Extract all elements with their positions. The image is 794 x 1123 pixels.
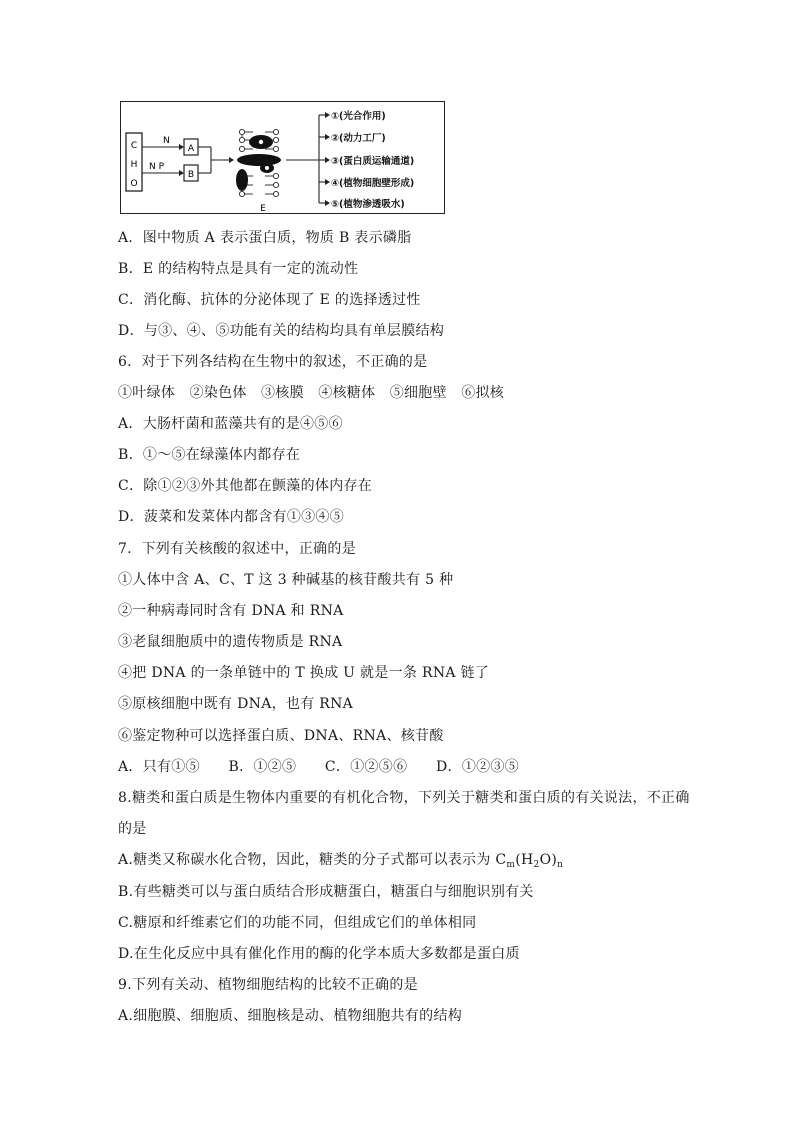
q8-stem-line1: 8.糖类和蛋白质是生物体内重要的有机化合物，下列关于糖类和蛋白质的有关说法，不正确 bbox=[118, 790, 690, 806]
q9-option-a: A.细胞膜、细胞质、细胞核是动、植物细胞共有的结构 bbox=[118, 1008, 463, 1024]
q7-item-3: ③老鼠细胞质中的遗传物质是 RNA bbox=[118, 634, 343, 650]
box-a-label: A bbox=[187, 144, 195, 154]
q7-item-5: ⑤原核细胞中既有 DNA，也有 RNA bbox=[118, 696, 354, 712]
q7-options: A．只有①⑤ B．①②⑤ C．①②⑤⑥ D．①②③⑤ bbox=[118, 759, 520, 775]
label-np: N P bbox=[149, 162, 165, 172]
q8-option-b: B.有些糖类可以与蛋白质结合形成糖蛋白，糖蛋白与细胞识别有关 bbox=[118, 884, 534, 900]
q8-option-a: A.糖类又称碳水化合物，因此，糖类的分子式都可以表示为 $C_m(H_2O)_n$ bbox=[118, 852, 564, 870]
q6-option-a: A．大肠杆菌和蓝藻共有的是④⑤⑥ bbox=[118, 416, 343, 432]
q5-option-a: A．图中物质 A 表示蛋白质，物质 B 表示磷脂 bbox=[118, 230, 412, 246]
q7-item-4: ④把 DNA 的一条单链中的 T 换成 U 就是一条 RNA 链了 bbox=[118, 665, 490, 681]
arrow-head-a bbox=[179, 144, 184, 150]
membrane-figure bbox=[120, 101, 445, 214]
q6-items: ①叶绿体 ②染色体 ③核膜 ④核糖体 ⑤细胞壁 ⑥拟核 bbox=[118, 385, 505, 401]
function-1: ①(光合作用) bbox=[331, 111, 386, 122]
q9-stem: 9.下列有关动、植物细胞结构的比较不正确的是 bbox=[118, 977, 418, 993]
q8-option-c: C.糖原和纤维素它们的功能不同，但组成它们的单体相同 bbox=[118, 915, 477, 931]
q6-option-c: C．除①②③外其他都在颤藻的体内存在 bbox=[118, 478, 373, 494]
function-2: ②(动力工厂) bbox=[331, 133, 386, 144]
function-4: ④(植物细胞壁形成) bbox=[331, 178, 415, 189]
membrane-diagram bbox=[121, 102, 446, 215]
function-3: ③(蛋白质运输通道) bbox=[331, 156, 415, 167]
q5-option-d: D．与③、④、⑤功能有关的结构均具有单层膜结构 bbox=[118, 323, 445, 339]
element-o: O bbox=[130, 179, 138, 189]
q8-option-d: D.在生化反应中具有催化作用的酶的化学本质大多数都是蛋白质 bbox=[118, 946, 520, 962]
q7-item-2: ②一种病毒同时含有 DNA 和 RNA bbox=[118, 603, 344, 619]
q5-option-b: B．E 的结构特点是具有一定的流动性 bbox=[118, 261, 359, 277]
q6-option-d: D．菠菜和发菜体内都含有①③④⑤ bbox=[118, 509, 345, 525]
q7-stem: 7．下列有关核酸的叙述中，正确的是 bbox=[118, 541, 357, 557]
q5-option-c: C．消化酶、抗体的分泌体现了 E 的选择透过性 bbox=[118, 292, 421, 308]
element-c: C bbox=[130, 141, 138, 151]
label-e: E bbox=[260, 204, 266, 214]
q8-stem-line2: 的是 bbox=[118, 821, 147, 837]
q7-item-1: ①人体中含 A、C、T 这 3 种碱基的核苷酸共有 5 种 bbox=[118, 572, 454, 588]
q6-option-b: B．①～⑤在绿藻体内都存在 bbox=[118, 447, 301, 463]
box-b-label: B bbox=[187, 170, 195, 180]
label-n: N bbox=[163, 136, 170, 146]
function-5: ⑤(植物渗透吸水) bbox=[331, 199, 405, 210]
q6-stem: 6．对于下列各结构在生物中的叙述，不正确的是 bbox=[118, 354, 428, 370]
protein-left bbox=[236, 169, 248, 191]
protein-middle bbox=[237, 154, 281, 166]
arrow-head-b bbox=[179, 170, 184, 176]
q7-item-6: ⑥鉴定物种可以选择蛋白质、DNA、RNA、核苷酸 bbox=[118, 728, 444, 744]
element-h: H bbox=[130, 160, 138, 170]
